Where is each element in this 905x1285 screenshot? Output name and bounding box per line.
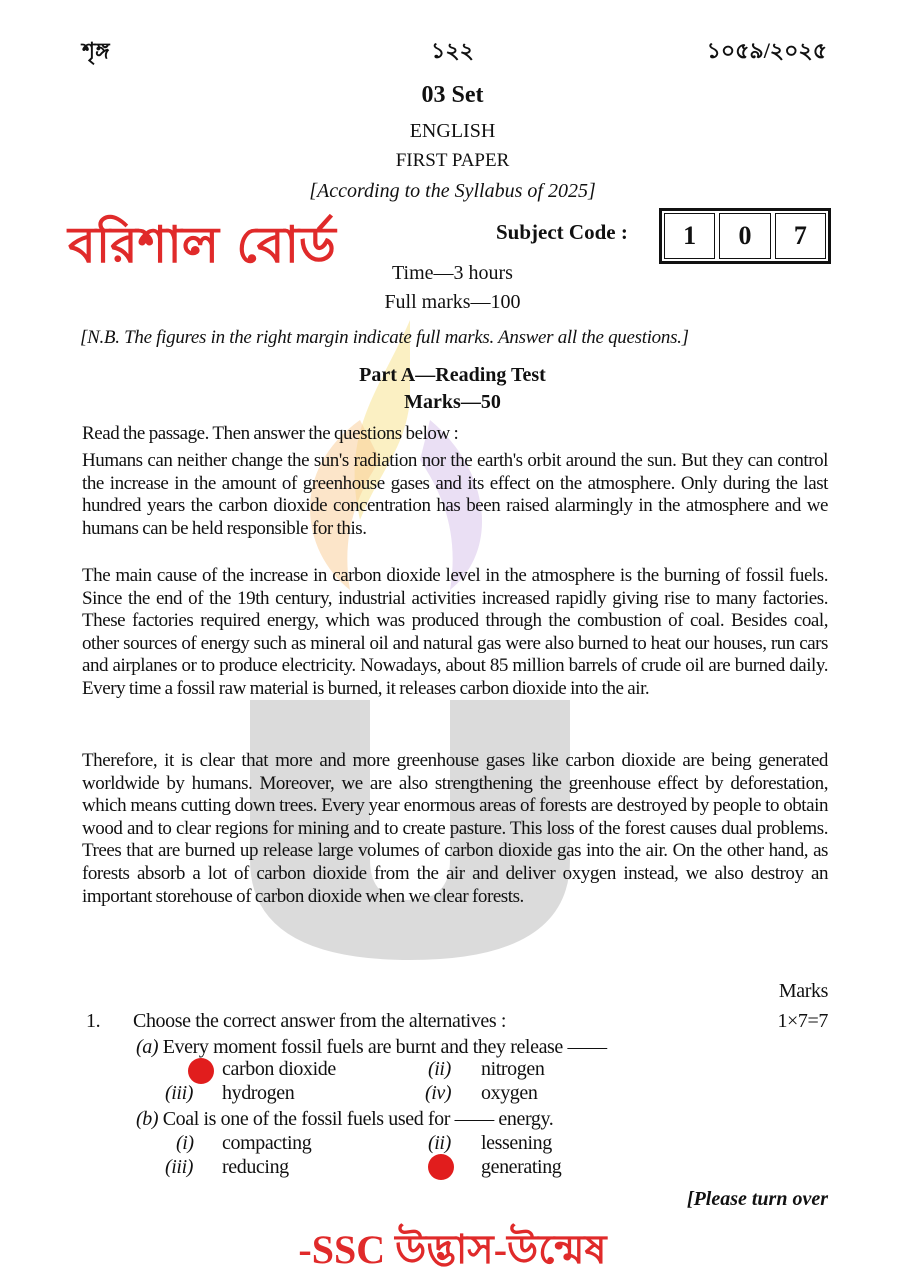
subq-stem: Coal is one of the fossil fuels used for —— energy. [162, 1108, 554, 1130]
subject-code-label: Subject Code : [496, 220, 628, 244]
option-label: (i) [176, 1132, 194, 1154]
passage-paragraph-3: Therefore, it is clear that more and more greenhouse gases like carbon dioxide are being generated worldwide by humans. Moreover, we are also strengthening the greenhouse effect by deforestation, which means cutting down trees. Every year enormous areas of forests are destroyed by people to obtain wood and to clear regions for mining and to create pasture. This loss of the forest causes dual problems. Trees that are burned up release large volumes of carbon dioxide gas into the air. On the other hand, as forests absorb a lot of carbon dioxide from the air and deliver oxygen instead, we also destroy an important storehouse of carbon dioxide when we clear forests. [82, 750, 828, 907]
subq-label: (a) [136, 1036, 159, 1058]
page-number: ১২২ [431, 38, 474, 63]
subq-label: (b) [136, 1108, 159, 1130]
set-title: 03 Set [421, 82, 484, 108]
option-text: nitrogen [481, 1058, 545, 1080]
option-label: (ii) [428, 1058, 451, 1080]
option-text: reducing [222, 1156, 289, 1178]
passage-paragraph-2: The main cause of the increase in carbon dioxide level in the atmosphere is the burning of fossil fuels. Since the end of the 19th century, industrial activities increased rapidly giving rise to many factories. These factories required energy, which was produced through the combustion of coal. Besides coal, other sources of energy such as mineral oil and natural gas were also burned to heat our houses, run cars and airplanes or to produce electricity. Nowadays, about 85 million barrels of crude oil are burned daily. Every time a fossil raw material is burned, it releases carbon dioxide into the air. [82, 565, 828, 699]
option-text: compacting [222, 1132, 312, 1154]
answer-mark [428, 1154, 454, 1180]
subq-stem: Every moment fossil fuels are burnt and they release —— [162, 1036, 607, 1058]
question-number: 1. [86, 1010, 101, 1032]
option-label: (ii) [428, 1132, 451, 1154]
part-marks: Marks—50 [404, 391, 501, 413]
option-text: generating [481, 1156, 562, 1178]
full-marks: Full marks—100 [384, 291, 521, 313]
instruction: Read the passage. Then answer the questions below : [82, 423, 459, 444]
turn-over-note: [Please turn over [686, 1188, 828, 1210]
header-code: ১০৫৯/২০২৫ [706, 38, 827, 63]
option-label: (iv) [425, 1082, 452, 1104]
option-text: carbon dioxide [222, 1058, 336, 1080]
subject-title: ENGLISH [409, 120, 496, 142]
answer-mark [188, 1058, 214, 1084]
subject-code-digit: 0 [719, 213, 770, 259]
paper-title: FIRST PAPER [395, 150, 510, 171]
question-text: Choose the correct answer from the alternatives : [133, 1010, 507, 1032]
time: Time—3 hours [392, 262, 513, 284]
part-title: Part A—Reading Test [359, 364, 546, 386]
option-text: lessening [481, 1132, 552, 1154]
option-label: (iii) [165, 1082, 193, 1104]
subject-code-box [659, 208, 831, 264]
syllabus-note: [According to the Syllabus of 2025] [309, 180, 596, 202]
option-text: oxygen [481, 1082, 538, 1104]
marks-label: Marks [778, 980, 828, 1002]
nb-note: [N.B. The figures in the right margin indicate full marks. Answer all the questions.] [80, 327, 689, 348]
header-left: শৃঙ্গ [82, 38, 110, 63]
passage-paragraph-1: Humans can neither change the sun's radiation nor the earth's orbit around the sun. But they can control the increase in the amount of greenhouse gases and its effect on the atmosphere. Only during the last hundred years the carbon dioxide concentration has been raised alarmingly in the atmosphere and we humans can be held responsible for this. [82, 450, 828, 539]
question-marks: 1×7=7 [777, 1010, 828, 1032]
footer-brand: -SSC উদ্ভাস-উন্মেষ [298, 1227, 607, 1272]
subject-code-digit: 7 [775, 213, 826, 259]
option-text: hydrogen [222, 1082, 295, 1104]
subject-code-digit: 1 [664, 213, 715, 259]
option-label: (iii) [165, 1156, 193, 1178]
board-name: বরিশাল বোর্ড [68, 216, 336, 274]
